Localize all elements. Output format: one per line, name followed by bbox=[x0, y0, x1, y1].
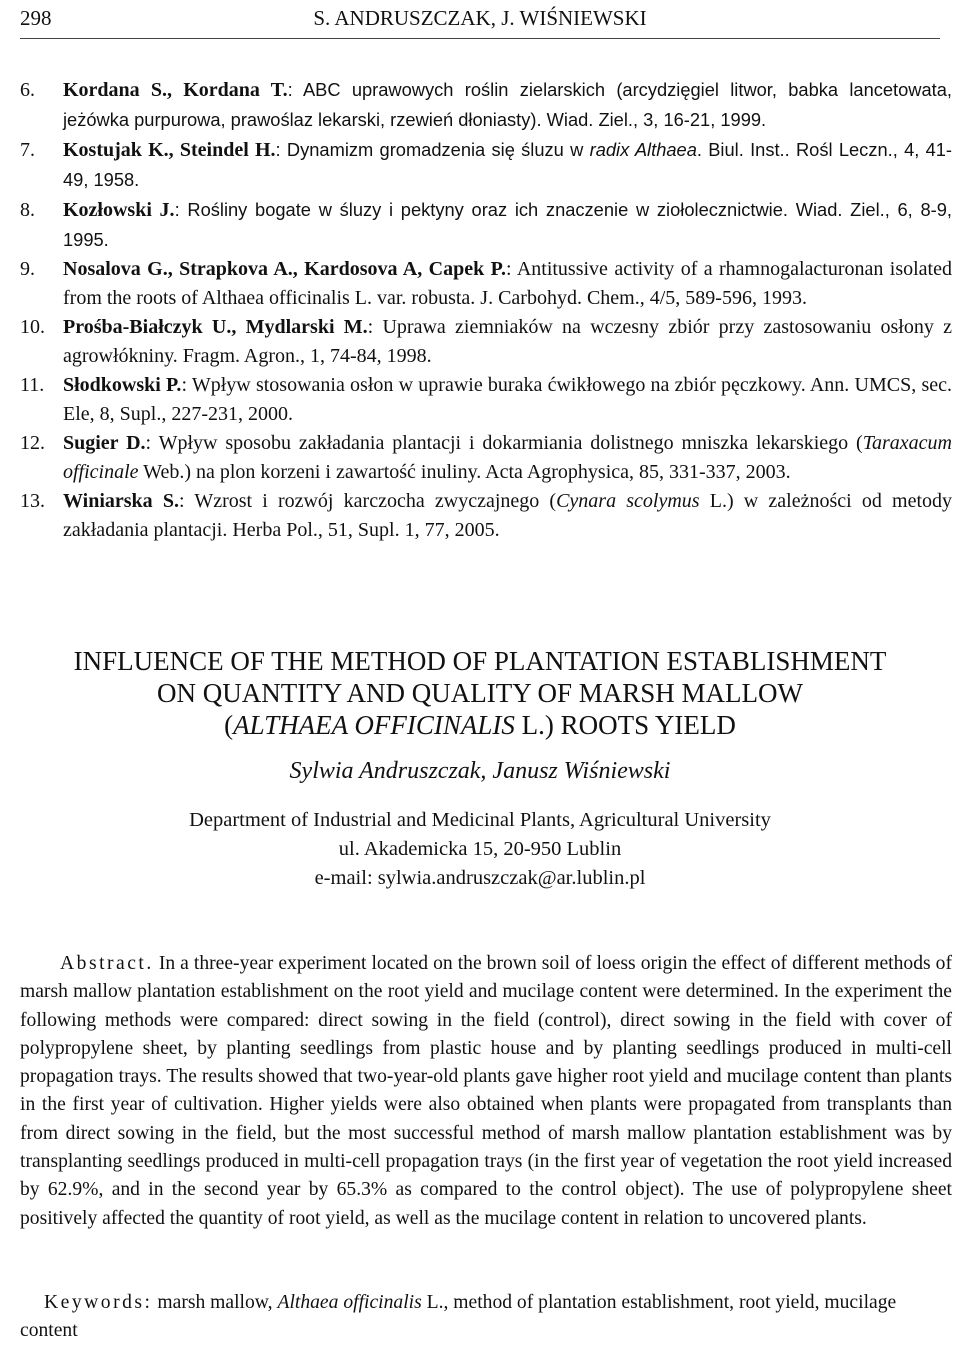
reference-item bbox=[20, 255, 952, 313]
reference-text: : Wpływ stosowania osłon w uprawie buraka ćwikłowego na zbiór pęczkowy. Ann. UMCS, sec. Ele, 8, Supl., 227-231, 2000. bbox=[63, 374, 952, 425]
page-number: 298 bbox=[20, 6, 52, 30]
affiliation-email: e-mail: sylwia.andruszczak@ar.lublin.pl bbox=[314, 867, 646, 889]
running-title: S. ANDRUSZCZAK, J. WIŚNIEWSKI bbox=[313, 6, 647, 30]
reference-number: 13. bbox=[20, 490, 45, 512]
reference-item bbox=[20, 75, 952, 135]
reference-number: 11. bbox=[20, 374, 45, 396]
reference-authors: Nosalova G., Strapkova A., Kardosova A, Capek P. bbox=[63, 258, 506, 280]
reference-authors: Kozłowski J. bbox=[63, 199, 175, 221]
reference-authors: Prośba-Białczyk U., Mydlarski M. bbox=[63, 316, 368, 338]
title-species: ALTHAEA OFFICINALIS bbox=[233, 710, 515, 740]
reference-italic: Taraxacum officinale bbox=[63, 432, 953, 483]
title-tail: L.) ROOTS YIELD bbox=[514, 710, 736, 740]
reference-text: . Biul. Inst.. Rośl Leczn., 4, 41-49, 1958. bbox=[63, 139, 953, 190]
abstract-label: Abstract. bbox=[60, 953, 154, 974]
affiliation bbox=[0, 806, 960, 893]
reference-item bbox=[20, 371, 952, 429]
reference-authors: Słodkowski P. bbox=[63, 374, 182, 396]
keywords-text: marsh mallow, bbox=[157, 1292, 278, 1313]
reference-number: 7. bbox=[20, 139, 35, 161]
reference-number: 12. bbox=[20, 432, 45, 454]
paper-authors: Sylwia Andruszczak, Janusz Wiśniewski bbox=[289, 758, 671, 784]
title-line bbox=[0, 709, 960, 741]
reference-italic: radix Althaea bbox=[589, 139, 697, 160]
reference-number: 9. bbox=[20, 258, 35, 280]
reference-number: 6. bbox=[20, 79, 35, 101]
keywords-label: Keywords: bbox=[44, 1292, 153, 1313]
reference-text: : Rośliny bogate w śluzy i pektyny oraz ich znaczenie w ziołolecznictwie. Wiad. Ziel., 6, 8-9, 1995. bbox=[63, 199, 952, 250]
reference-text: : Dynamizm gromadzenia się śluzu w bbox=[275, 139, 590, 160]
reference-text: : Wzrost i rozwój karczocha zwyczajnego ( bbox=[178, 490, 557, 512]
reference-text: : Uprawa ziemniaków na wczesny zbiór przy zastosowaniu osłony z agrowłókniny. Fragm. Agron., 1, 74-84, 1998. bbox=[63, 316, 952, 367]
abstract bbox=[20, 950, 952, 1233]
running-header bbox=[20, 0, 940, 39]
reference-text: : Wpływ sposobu zakładania plantacji i dokarmiania dolistnego mniszka lekarskiego ( bbox=[145, 432, 863, 454]
reference-item bbox=[20, 313, 952, 371]
paper-title bbox=[0, 645, 960, 741]
reference-item bbox=[20, 135, 952, 195]
keywords-text: L., method of plantation establishment, root yield, mucilage content bbox=[20, 1292, 897, 1342]
affiliation-address: ul. Akademicka 15, 20-950 Lublin bbox=[338, 838, 622, 860]
reference-text: : Antitussive activity of a rhamnogalacturonan isolated from the roots of Althaea officinalis L. var. robusta. J. Carbohyd. Chem., 4/5, 589-596, 1993. bbox=[63, 258, 952, 309]
reference-italic: Cynara scolymus bbox=[556, 490, 700, 512]
reference-item bbox=[20, 429, 952, 487]
reference-authors: Kostujak K., Steindel H. bbox=[63, 139, 276, 161]
reference-authors: Winiarska S. bbox=[63, 490, 179, 512]
reference-item bbox=[20, 487, 952, 545]
title-line: INFLUENCE OF THE METHOD OF PLANTATION ESTABLISHMENT bbox=[73, 646, 887, 676]
reference-list bbox=[20, 75, 952, 545]
reference-text: : ABC uprawowych roślin zielarskich (arcydzięgiel litwor, babka lancetowata, jeżówka purpurowa, prawoślaz lekarski, rzewień dłoniasty). Wiad. Ziel., 3, 16-21, 1999. bbox=[63, 79, 952, 130]
reference-text: Web.) na plon korzeni i zawartość inuliny. Acta Agrophysica, 85, 331-337, 2003. bbox=[138, 461, 791, 483]
affiliation-department: Department of Industrial and Medicinal Plants, Agricultural University bbox=[189, 809, 771, 831]
reference-authors: Kordana S., Kordana T. bbox=[63, 79, 288, 101]
title-line: ON QUANTITY AND QUALITY OF MARSH MALLOW bbox=[157, 678, 803, 708]
reference-authors: Sugier D. bbox=[63, 432, 146, 454]
reference-text: L.) w zależności od metody zakładania plantacji. Herba Pol., 51, Supl. 1, 77, 2005. bbox=[63, 490, 953, 541]
abstract-text: In a three-year experiment located on the brown soil of loess origin the effect of different methods of marsh mallow plantation establishment on the root yield and mucilage content were determined. In the experiment the following methods were compared: direct sowing in the field (control), direct sowing in the field with cover of polypropylene sheet, by planting seedlings from plastic house and by planting seedlings produced in multi-cell propagation trays. The results showed that two-year-old plants gave higher root yield and mucilage content than plants in the first year of cultivation. Higher yields were also obtained when plants were propagated from transplants than from direct sowing in the field, but the most successful method of marsh mallow plantation establishment was by transplanting seedlings produced in multi-cell propagation trays (in the first year of vegetation the root yield increased by 62.9%, and in the second year by 65.3% as compared to the control object). The use of polypropylene sheet positively affected the quantity of root yield, as well as the mucilage content in relation to uncovered plants. bbox=[20, 953, 952, 1229]
reference-item bbox=[20, 195, 952, 255]
keywords bbox=[20, 1289, 952, 1346]
keywords-species: Althaea officinalis bbox=[277, 1292, 422, 1313]
reference-number: 8. bbox=[20, 199, 35, 221]
reference-number: 10. bbox=[20, 316, 45, 338]
title-paren: ( bbox=[224, 710, 234, 740]
